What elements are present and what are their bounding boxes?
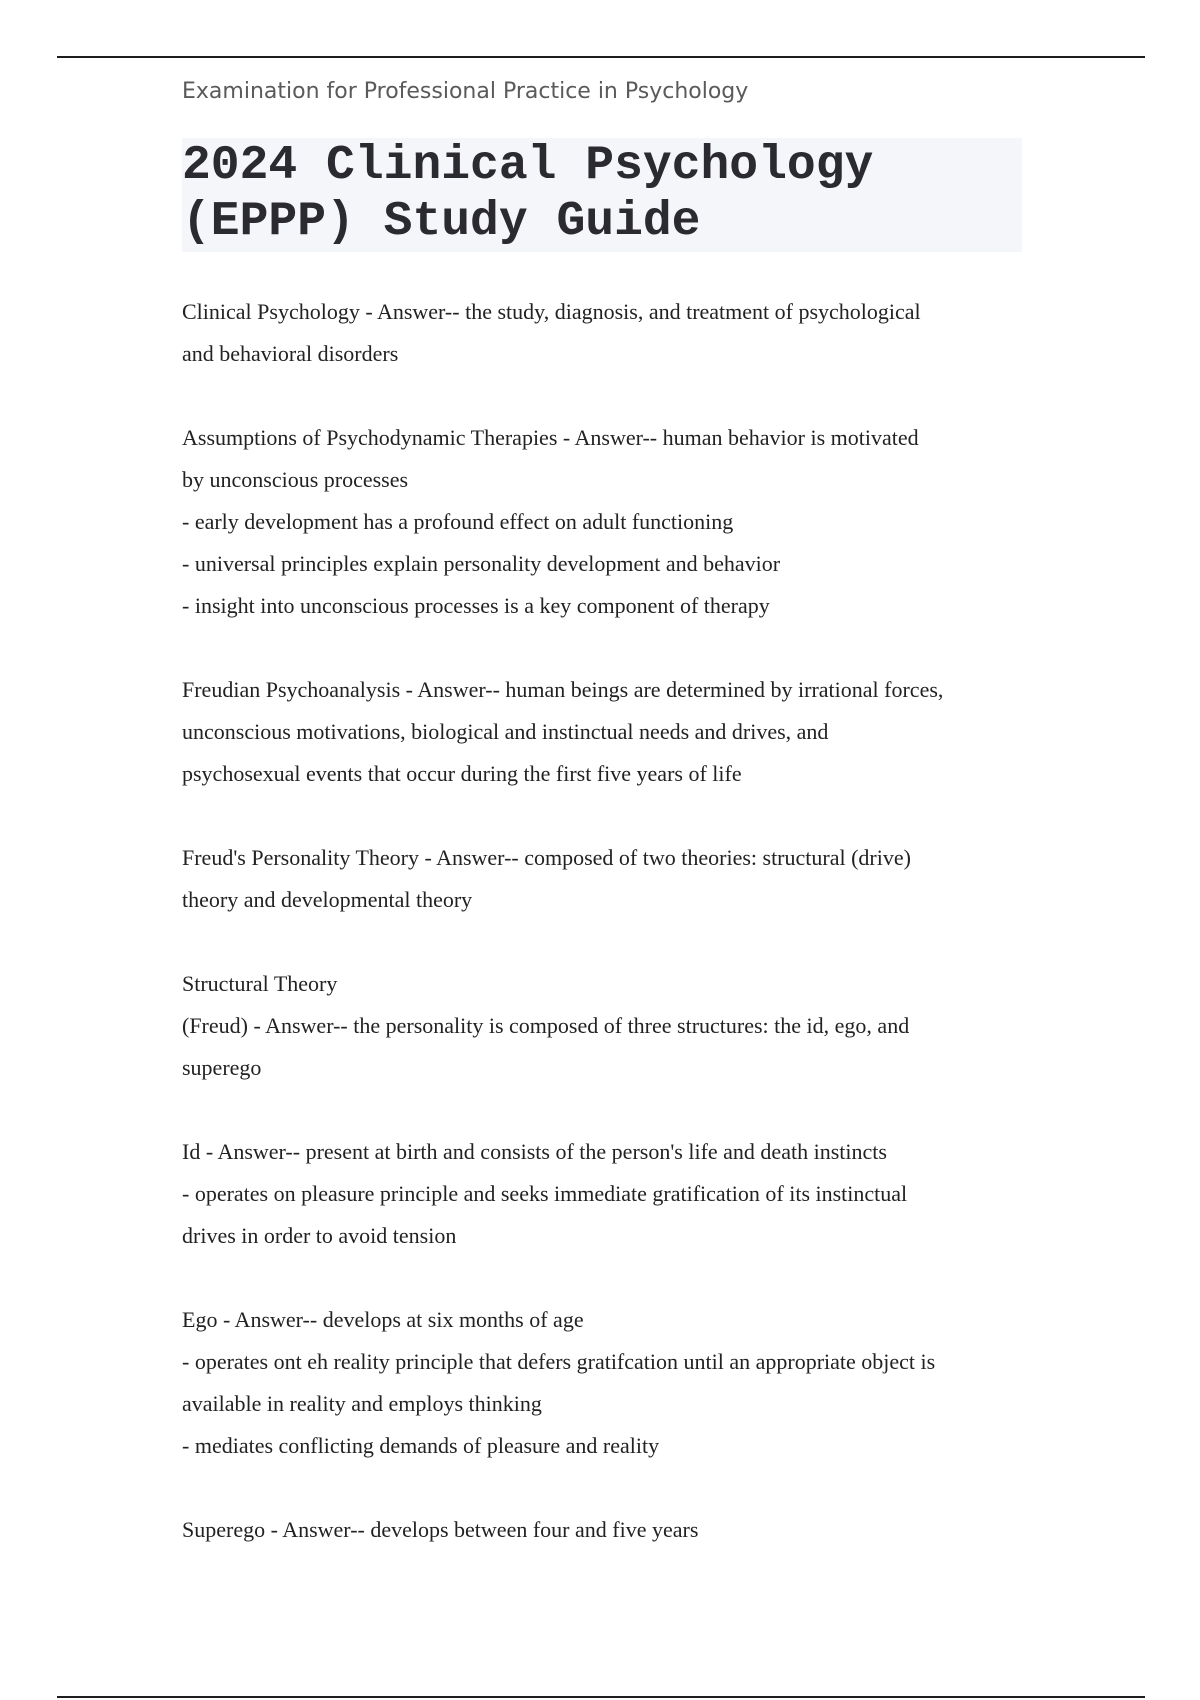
title-line-1: 2024 Clinical Psychology — [182, 139, 874, 193]
title-line-2: (EPPP) Study Guide — [182, 195, 701, 249]
entry-line: - early development has a profound effect on adult functioning — [182, 509, 734, 534]
entry-line: and behavioral disorders — [182, 341, 399, 366]
entry-line: theory and developmental theory — [182, 887, 473, 912]
entry-line: - universal principles explain personality development and behavior — [182, 551, 781, 576]
entry-line: psychosexual events that occur during the first five years of life — [182, 761, 742, 786]
study-entry — [182, 1299, 1022, 1467]
document-header: Examination for Professional Practice in Psychology — [182, 79, 749, 104]
study-entries — [182, 291, 1022, 1551]
entry-line: (Freud) - Answer-- the personality is composed of three structures: the id, ego, and — [182, 1013, 910, 1038]
bottom-rule — [57, 1696, 1145, 1698]
study-entry — [182, 1131, 1022, 1257]
entry-line: Structural Theory — [182, 971, 338, 996]
title-block — [182, 138, 1022, 252]
study-entry — [182, 417, 1022, 627]
study-entry — [182, 963, 1022, 1089]
entry-line: Superego - Answer-- develops between four and five years — [182, 1517, 699, 1542]
document-title — [182, 138, 1020, 250]
study-entry — [182, 1509, 1022, 1551]
entry-line: superego — [182, 1055, 262, 1080]
entry-line: Freud's Personality Theory - Answer-- composed of two theories: structural (drive) — [182, 845, 911, 870]
study-entry — [182, 837, 1022, 921]
entry-line: unconscious motivations, biological and instinctual needs and drives, and — [182, 719, 829, 744]
entry-line: - mediates conflicting demands of pleasure and reality — [182, 1433, 660, 1458]
entry-line: Clinical Psychology - Answer-- the study, diagnosis, and treatment of psychological — [182, 299, 921, 324]
study-entry — [182, 291, 1022, 375]
entry-line: - insight into unconscious processes is a key component of therapy — [182, 593, 770, 618]
entry-line: Assumptions of Psychodynamic Therapies - Answer-- human behavior is motivated — [182, 425, 919, 450]
entry-line: available in reality and employs thinking — [182, 1391, 542, 1416]
entry-line: Id - Answer-- present at birth and consists of the person's life and death instincts — [182, 1139, 887, 1164]
entry-line: by unconscious processes — [182, 467, 409, 492]
entry-line: - operates ont eh reality principle that defers gratifcation until an appropriate object is — [182, 1349, 936, 1374]
entry-line: Ego - Answer-- develops at six months of age — [182, 1307, 584, 1332]
top-rule — [57, 56, 1145, 58]
study-entry — [182, 669, 1022, 795]
entry-line: - operates on pleasure principle and seeks immediate gratification of its instinctual — [182, 1181, 908, 1206]
entry-line: drives in order to avoid tension — [182, 1223, 457, 1248]
entry-line: Freudian Psychoanalysis - Answer-- human beings are determined by irrational forces, — [182, 677, 944, 702]
document-page — [182, 72, 1022, 1593]
